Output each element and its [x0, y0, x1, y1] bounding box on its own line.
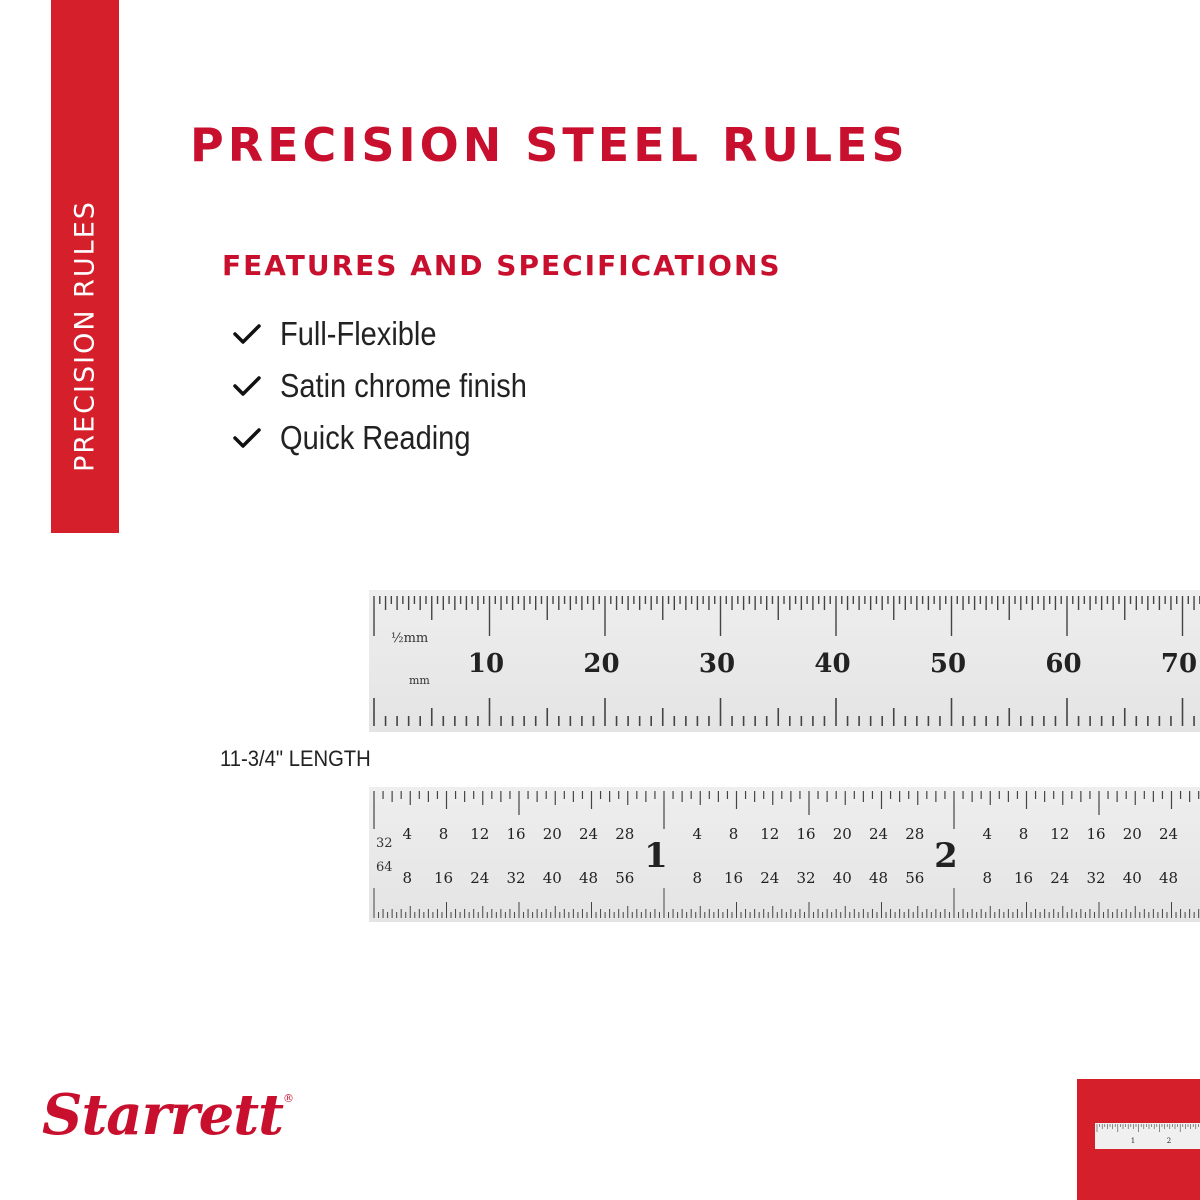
- page-title: PRECISION STEEL RULES: [190, 118, 909, 172]
- side-banner-text: PRECISION RULES: [69, 200, 101, 472]
- corner-ruler-label: 1: [1130, 1137, 1136, 1145]
- feature-list: [232, 308, 561, 464]
- section-subtitle: FEATURES AND SPECIFICATIONS: [222, 249, 782, 282]
- inch-top-row-label: 4: [402, 825, 413, 843]
- inch-top-scale-label: 32: [376, 836, 393, 851]
- inch-top-row-label: 16: [796, 825, 816, 843]
- inch-top-row-label: 20: [1122, 825, 1142, 843]
- checkmark-icon: [232, 322, 262, 346]
- inch-top-row-label: 4: [692, 825, 703, 843]
- inch-bottom-row-label: 56: [905, 869, 925, 887]
- inch-number-label: 1: [644, 836, 668, 876]
- inch-top-row-label: 12: [1050, 825, 1070, 843]
- inch-top-row-label: 20: [542, 825, 562, 843]
- ruler-icon: [1095, 1123, 1200, 1149]
- metric-number-label: 30: [698, 649, 736, 679]
- inch-top-row-label: 16: [1086, 825, 1106, 843]
- length-label: 11-3/4" LENGTH: [220, 746, 371, 771]
- inch-bottom-scale-label: 64: [376, 860, 393, 875]
- inch-bottom-row-label: 40: [832, 869, 852, 887]
- corner-ruler-label: 2: [1166, 1137, 1172, 1145]
- side-banner: [51, 0, 119, 533]
- inch-top-row-label: 8: [728, 825, 739, 843]
- inch-ruler-image: [369, 787, 1200, 922]
- inch-bottom-row-label: 8: [402, 869, 413, 887]
- inch-bottom-row-label: 16: [1013, 869, 1034, 887]
- checkmark-icon: [232, 426, 262, 450]
- metric-ruler-image: [369, 590, 1200, 732]
- inch-bottom-row-label: 40: [1122, 869, 1142, 887]
- inch-top-row-label: 24: [578, 825, 599, 843]
- metric-number-label: 70: [1160, 649, 1198, 679]
- starrett-logo: [42, 1082, 293, 1148]
- checkmark-icon: [232, 374, 262, 398]
- metric-number-label: 40: [814, 649, 851, 679]
- inch-top-row-label: 24: [868, 825, 889, 843]
- metric-number-label: 50: [929, 649, 967, 679]
- inch-bottom-row-label: 32: [1086, 869, 1106, 887]
- metric-number-label: 10: [467, 649, 505, 679]
- inch-number-label: 2: [934, 836, 958, 876]
- corner-badge: [1077, 1079, 1200, 1200]
- feature-label: Full-Flexible: [280, 315, 437, 352]
- inch-top-row-label: 8: [1018, 825, 1029, 843]
- inch-top-row-label: 24: [1158, 825, 1179, 843]
- inch-bottom-row-label: 40: [542, 869, 562, 887]
- feature-item: [232, 360, 561, 412]
- inch-top-row-label: 12: [470, 825, 490, 843]
- feature-item: [232, 412, 561, 464]
- inch-top-row-label: 16: [506, 825, 526, 843]
- metric-ruler-graphic: [369, 590, 1200, 732]
- inch-top-row-label: 28: [905, 825, 925, 843]
- inch-top-row-label: 12: [760, 825, 780, 843]
- inch-top-row-label: 4: [982, 825, 993, 843]
- inch-bottom-row-label: 32: [796, 869, 816, 887]
- metric-number-label: 60: [1045, 649, 1082, 679]
- inch-bottom-row-label: 48: [868, 869, 889, 887]
- metric-top-scale-label: ½mm: [391, 631, 429, 646]
- inch-bottom-row-label: 8: [692, 869, 703, 887]
- feature-item: [232, 308, 561, 360]
- inch-bottom-row-label: 8: [982, 869, 993, 887]
- inch-bottom-row-label: 32: [506, 869, 526, 887]
- inch-top-row-label: 8: [438, 825, 449, 843]
- metric-number-label: 20: [583, 649, 620, 679]
- inch-bottom-row-label: 24: [760, 869, 780, 887]
- inch-top-row-label: 28: [615, 825, 635, 843]
- inch-top-row-label: 20: [832, 825, 852, 843]
- registered-mark: ®: [282, 1092, 293, 1105]
- feature-label: Satin chrome finish: [280, 367, 527, 404]
- inch-bottom-row-label: 56: [615, 869, 635, 887]
- brand-name: Starrett: [42, 1082, 283, 1148]
- inch-bottom-row-label: 24: [1050, 869, 1070, 887]
- metric-bottom-scale-label: mm: [409, 674, 430, 687]
- feature-label: Quick Reading: [280, 419, 471, 456]
- inch-bottom-row-label: 16: [433, 869, 454, 887]
- inch-bottom-row-label: 16: [723, 869, 744, 887]
- inch-bottom-row-label: 48: [578, 869, 599, 887]
- inch-ruler-graphic: [369, 787, 1200, 922]
- inch-bottom-row-label: 24: [470, 869, 490, 887]
- inch-bottom-row-label: 48: [1158, 869, 1179, 887]
